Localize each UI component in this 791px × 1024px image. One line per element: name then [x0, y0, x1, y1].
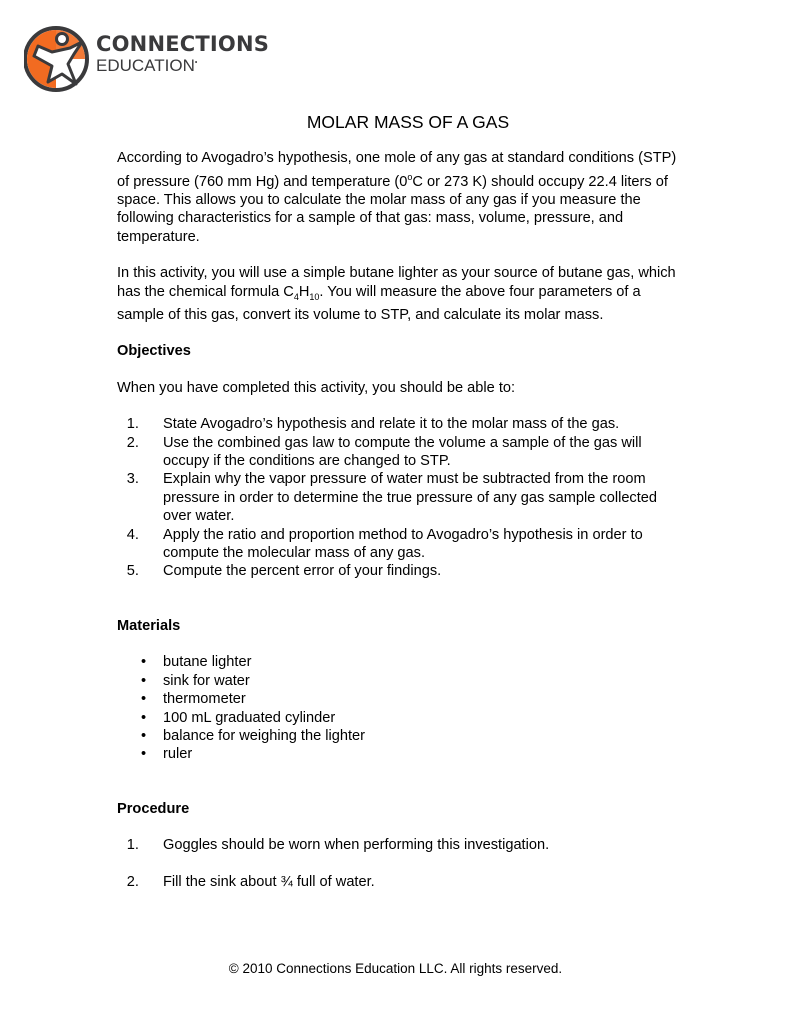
list-item: 2. Use the combined gas law to compute the volume a sample of the gas will occupy if the conditions are changed to STP.	[143, 434, 687, 471]
list-item: • balance for weighing the lighter	[143, 727, 687, 745]
logo-figure-icon	[24, 22, 90, 94]
objectives-list	[117, 415, 687, 581]
list-item: • butane lighter	[143, 653, 687, 671]
list-item: • ruler	[143, 745, 687, 763]
logo-wordmark-bottom: EDUCATION	[96, 56, 195, 75]
list-item: 5. Compute the percent error of your findings.	[143, 562, 687, 580]
list-item: • 100 mL graduated cylinder	[143, 709, 687, 727]
materials-list	[117, 653, 687, 763]
logo-wordmark-top: CONNECTIONS	[96, 32, 270, 56]
logo-registered-mark: •	[194, 59, 198, 67]
materials-heading: Materials	[117, 617, 181, 634]
list-item: 3. Explain why the vapor pressure of water must be subtracted from the room pressure in order to determine the true pressure of any gas sample collected over water.	[143, 470, 687, 525]
copyright-footer: © 2010 Connections Education LLC. All rights reserved.	[228, 961, 563, 976]
procedure-heading: Procedure	[117, 800, 190, 817]
document-body	[117, 113, 687, 909]
list-item: 4. Apply the ratio and proportion method to Avogadro’s hypothesis in order to compute the molecular mass of any gas.	[143, 526, 687, 563]
connections-education-logo	[24, 22, 274, 94]
list-item: • thermometer	[143, 690, 687, 708]
page-title: MOLAR MASS OF A GAS	[306, 112, 510, 132]
objectives-heading: Objectives	[117, 343, 191, 360]
intro-paragraph-2: In this activity, you will use a simple butane lighter as your source of butane gas, which has the chemical formula $C_4H_{10}$. You will measure the above four parameters of a sample of this gas, convert its volume to STP, and calculate its molar mass.	[117, 265, 676, 324]
list-item: 1. Goggles should be worn when performing this investigation.	[143, 836, 687, 854]
list-item: • sink for water	[143, 672, 687, 690]
intro-paragraph-1: According to Avogadro’s hypothesis, one mole of any gas at standard conditions (STP) of pressure (760 mm Hg) and temperature (0$^o$C or 273 K) should occupy 22.4 liters of space. This allows you to calculate the molar mass of any gas if you measure the following characteristics for a sample of that gas: mass, volume, pressure, and temperature.	[117, 150, 677, 245]
objectives-lead: When you have completed this activity, you should be able to:	[117, 379, 516, 396]
list-item: 1. State Avogadro’s hypothesis and relate it to the molar mass of the gas.	[143, 415, 687, 433]
procedure-list	[117, 836, 687, 891]
list-item: 2. Fill the sink about ¾ full of water.	[143, 873, 687, 891]
